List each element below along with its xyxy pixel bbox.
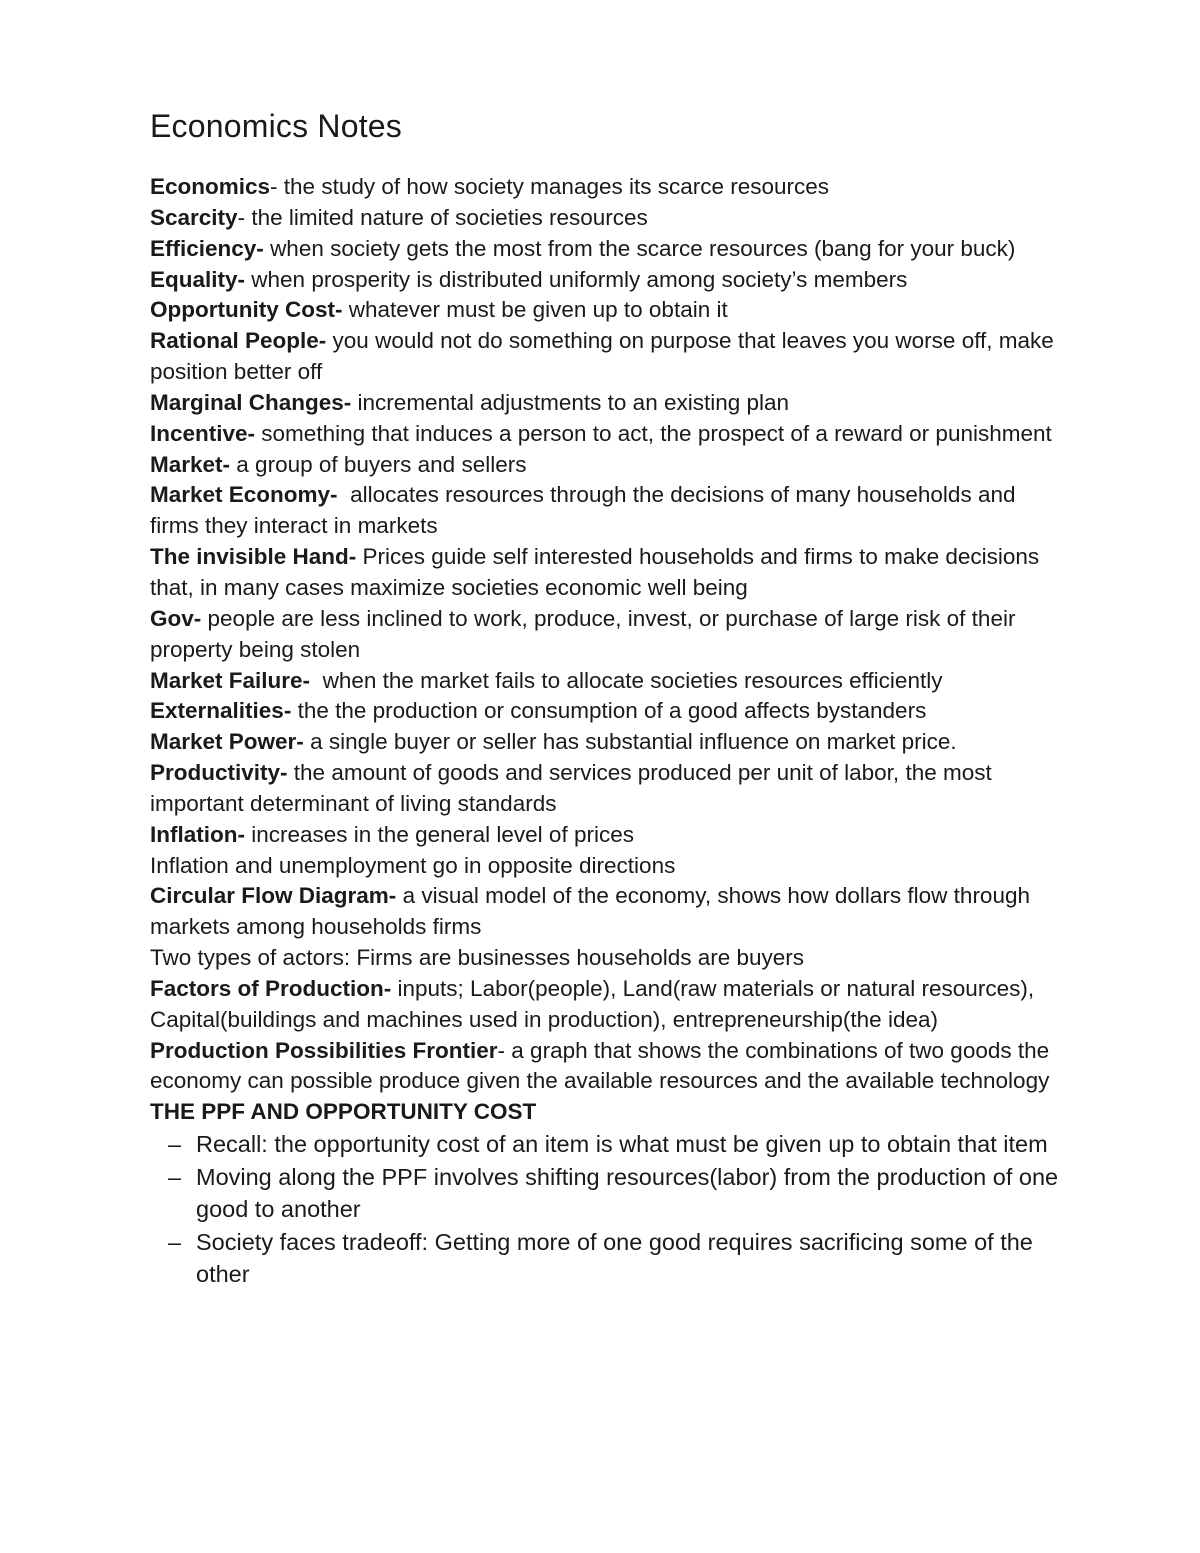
bullet-text: Society faces tradeoff: Getting more of one good requires sacrificing some of the other — [196, 1228, 1033, 1288]
bullet-text: Recall: the opportunity cost of an item is what must be given up to obtain that item — [196, 1131, 1048, 1158]
bullet-item — [150, 1226, 1060, 1291]
definition-text: whatever must be given up to obtain it — [348, 297, 728, 323]
definition-text: Inflation and unemployment go in opposite directions — [150, 852, 676, 878]
definition-entry — [150, 974, 1060, 1036]
definition-term: Rational People- — [150, 328, 327, 354]
definition-term: Externalities- — [150, 698, 292, 724]
definition-entry — [150, 820, 1060, 851]
definition-term: Incentive- — [150, 420, 256, 446]
bullet-item — [150, 1161, 1060, 1226]
definitions-list — [150, 172, 1060, 1097]
definition-entry — [150, 696, 1060, 727]
definition-entry — [150, 295, 1060, 326]
definition-entry — [150, 758, 1060, 820]
definition-entry — [150, 727, 1060, 758]
definition-text: a graph that shows the combinations of two goods the economy can possible produce given the available resources and the available technology — [150, 1037, 1050, 1094]
dash-marker: – — [168, 1228, 182, 1255]
definition-entry — [150, 604, 1060, 666]
definition-text: the amount of goods and services produced per unit of labor, the most important determinant of living standards — [150, 760, 992, 816]
definition-entry — [150, 666, 1060, 697]
definition-text: increases in the general level of prices — [251, 821, 634, 847]
definition-entry — [150, 480, 1060, 542]
definition-term: Market Failure- — [150, 667, 311, 693]
definition-term: Gov- — [150, 605, 202, 631]
definition-text: incremental adjustments to an existing plan — [357, 389, 790, 415]
definition-term: Productivity- — [150, 760, 288, 786]
dash-marker: – — [168, 1131, 182, 1158]
definition-text: when prosperity is distributed uniformly among society’s members — [251, 266, 908, 292]
definition-term: Factors of Production- — [150, 975, 392, 1001]
definition-term: Scarcity — [150, 204, 238, 230]
definition-text: when society gets the most from the scarce resources (bang for your buck) — [270, 235, 1016, 261]
definition-term: Marginal Changes- — [150, 389, 352, 415]
definition-term: Economics — [150, 174, 271, 199]
definition-term: Efficiency- — [150, 235, 264, 261]
definition-term: Inflation- — [150, 821, 245, 847]
bullet-text: Moving along the PPF involves shifting resources(labor) from the production of one good to another — [196, 1163, 1059, 1223]
document-page — [150, 104, 1060, 1291]
definition-separator: - — [270, 174, 284, 199]
definition-entry — [150, 881, 1060, 943]
definition-entry — [150, 450, 1060, 481]
definition-text: Prices guide self interested households and firms to make decisions that, in many cases maximize societies economic well being — [150, 544, 1040, 600]
definition-term: Circular Flow Diagram- — [150, 883, 397, 909]
definition-text: Two types of actors: Firms are businesses households are buyers — [150, 945, 805, 971]
definition-entry — [150, 851, 1060, 882]
definition-text: the the production or consumption of a good affects bystanders — [297, 698, 927, 724]
definition-text: you would not do something on purpose that leaves you worse off, make position better off — [150, 328, 1054, 385]
definition-entry — [150, 203, 1060, 234]
definition-text: allocates resources through the decisions of many households and firms they interact in markets — [150, 482, 1016, 539]
definition-entry — [150, 326, 1060, 388]
document-title: Economics Notes — [150, 108, 402, 144]
definition-separator: - — [497, 1037, 512, 1063]
section-heading: THE PPF AND OPPORTUNITY COST — [150, 1099, 537, 1125]
definition-term: Equality- — [150, 266, 246, 292]
definition-entry — [150, 234, 1060, 265]
definition-entry — [150, 419, 1060, 450]
dash-marker: – — [168, 1163, 182, 1190]
bullet-item — [150, 1128, 1060, 1161]
definition-term: The invisible Hand- — [150, 544, 357, 570]
definition-text: a group of buyers and sellers — [236, 451, 527, 477]
definition-entry — [150, 172, 1060, 203]
definition-term: Market Power- — [150, 729, 304, 755]
definition-text: when the market fails to allocate societies resources efficiently — [322, 667, 943, 693]
definition-entry — [150, 542, 1060, 604]
definition-text: people are less inclined to work, produce, invest, or purchase of large risk of their property being stolen — [150, 605, 1016, 662]
definition-separator: - — [237, 204, 252, 230]
definition-term: Opportunity Cost- — [150, 297, 343, 323]
definition-text: the study of how society manages its scarce resources — [283, 174, 830, 199]
definition-term: Market- — [150, 451, 231, 477]
definition-text: something that induces a person to act, the prospect of a reward or punishment — [261, 420, 1052, 446]
definition-entry — [150, 1036, 1060, 1098]
definition-text: a visual model of the economy, shows how dollars flow through markets among households firms — [150, 883, 1030, 940]
definition-entry — [150, 943, 1060, 974]
definition-text: a single buyer or seller has substantial influence on market price. — [310, 729, 957, 755]
definition-entry — [150, 388, 1060, 419]
definition-term: Production Possibilities Frontier — [150, 1037, 498, 1063]
definition-entry — [150, 265, 1060, 296]
bullet-list — [150, 1128, 1060, 1291]
definition-text: inputs; Labor(people), Land(raw materials or natural resources), Capital(buildings and machines used in production), entrepreneurship(the idea) — [150, 975, 1035, 1032]
definition-separator — [310, 668, 323, 693]
definition-text: the limited nature of societies resources — [251, 204, 648, 230]
definition-separator — [338, 482, 351, 507]
definition-term: Market Economy- — [150, 482, 338, 508]
